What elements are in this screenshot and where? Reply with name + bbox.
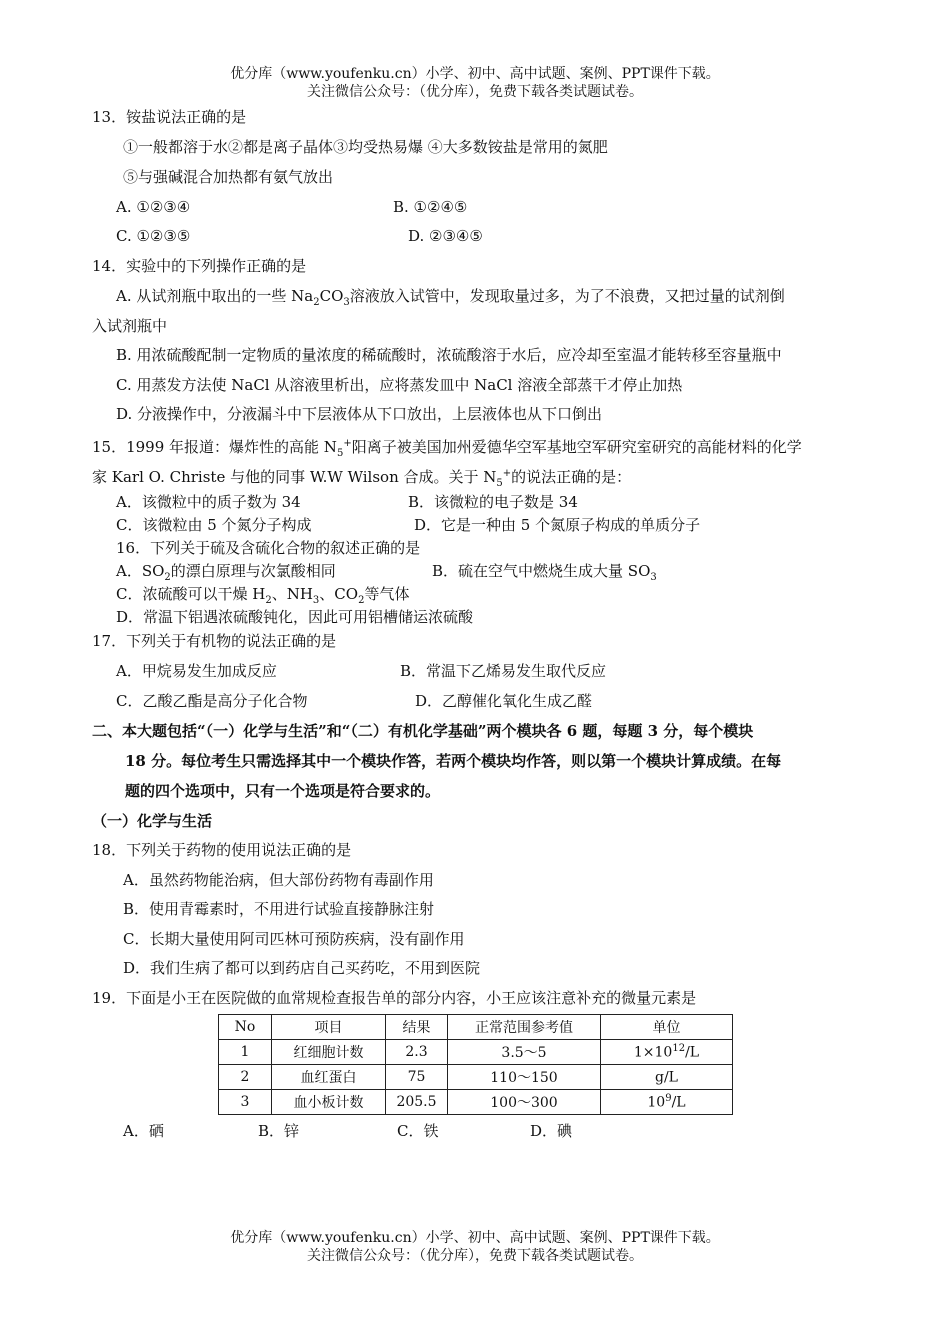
table-cell: 2 [219, 1065, 272, 1090]
table-header: 正常范围参考值 [448, 1015, 601, 1040]
table-row [219, 1065, 733, 1090]
q18-option-c: C．长期大量使用阿司匹林可预防疾病，没有副作用 [123, 930, 465, 948]
q18-option-a: A．虽然药物能治病，但大部份药物有毒副作用 [123, 871, 434, 889]
table-cell: 205.5 [386, 1090, 448, 1115]
table-cell: 2.3 [386, 1040, 448, 1065]
section2-instructions-1: 二、本大题包括“（一）化学与生活”和“（二）有机化学基础”两个模块各 6 题，每题 3 分，每个模块 [92, 722, 754, 740]
q18-option-b: B．使用青霉素时，不用进行试验直接静脉注射 [123, 900, 435, 918]
q16-option-a: A．$SO_2$的漂白原理与次氯酸相同 [116, 562, 336, 583]
q13-option-d: D. ②③④⑤ [408, 227, 483, 245]
q16-option-c: C．浓硫酸可以干燥 $H_2$、$NH_3$、$CO_2$等气体 [116, 585, 410, 606]
section2-module-title: （一）化学与生活 [92, 812, 213, 830]
table-header: No [219, 1015, 272, 1040]
q18-stem: 18．下列关于药物的使用说法正确的是 [92, 841, 352, 859]
q17-option-d: D．乙醇催化氧化生成乙醛 [415, 692, 593, 710]
section2-instructions-3: 题的四个选项中，只有一个选项是符合要求的。 [125, 782, 441, 800]
q15-option-a: A．该微粒中的质子数为 34 [116, 493, 301, 511]
q15-option-d: D．它是一种由 5 个氮原子构成的单质分子 [414, 516, 701, 534]
q14-option-b: B. 用浓硫酸配制一定物质的量浓度的稀硫酸时，浓硫酸溶于水后，应冷却至室温才能转移至容量瓶中 [116, 346, 782, 364]
q13-option-c: C. ①②③⑤ [116, 227, 191, 245]
footer-line-1: 优分库（www.youfenku.cn）小学、初中、高中试题、案例、PPT课件下载。 [230, 1230, 720, 1246]
table-cell: 血小板计数 [272, 1090, 386, 1115]
table-cell: 血红蛋白 [272, 1065, 386, 1090]
q13-option-a: A. ①②③④ [116, 198, 191, 216]
header-line-1: 优分库（www.youfenku.cn）小学、初中、高中试题、案例、PPT课件下载。 [230, 66, 720, 82]
table-header: 结果 [386, 1015, 448, 1040]
section2-instructions-2: 18 分。每位考生只需选择其中一个模块作答，若两个模块均作答，则以第一个模块计算成绩。在每 [125, 752, 782, 770]
q16-stem: 16．下列关于硫及含硫化合物的叙述正确的是 [116, 539, 421, 557]
q19-stem: 19．下面是小王在医院做的血常规检查报告单的部分内容，小王应该注意补充的微量元素是 [92, 989, 697, 1007]
table-cell: 100～300 [448, 1090, 601, 1115]
table-cell: 1 [219, 1040, 272, 1065]
table-cell: 110～150 [448, 1065, 601, 1090]
q13-statement-1: ①一般都溶于水②都是离子晶体③均受热易爆 ④大多数铵盐是常用的氮肥 [123, 138, 608, 156]
table-cell: $10^9/L$ [601, 1090, 733, 1115]
q13-stem: 13．铵盐说法正确的是 [92, 108, 247, 126]
q16-option-b: B．硫在空气中燃烧生成大量 $SO_3$ [432, 562, 657, 583]
table-cell: $1\times 10^{12}/L$ [601, 1040, 733, 1065]
q16-option-d: D．常温下铝遇浓硫酸钝化，因此可用铝槽储运浓硫酸 [116, 608, 474, 626]
header-line-2: 关注微信公众号：（优分库），免费下载各类试题试卷。 [307, 84, 643, 100]
footer-line-2: 关注微信公众号：（优分库），免费下载各类试题试卷。 [307, 1248, 643, 1264]
table-row [219, 1040, 733, 1065]
q14-stem: 14．实验中的下列操作正确的是 [92, 257, 307, 275]
q19-option-b: B．锌 [258, 1122, 300, 1140]
q14-option-a-cont: 入试剂瓶中 [92, 317, 168, 335]
table-cell: 红细胞计数 [272, 1040, 386, 1065]
q15-option-c: C．该微粒由 5 个氮分子构成 [116, 516, 312, 534]
q14-option-d: D. 分液操作中，分液漏斗中下层液体从下口放出，上层液体也从下口倒出 [116, 405, 603, 423]
q15-stem-1: 15．1999 年报道：爆炸性的高能 $N_5^+$阳离子被美国加州爱德华空军基地空军研究室研究的高能材料的化学 [92, 438, 802, 459]
blood-report-table [218, 1014, 733, 1115]
q17-option-b: B．常温下乙烯易发生取代反应 [400, 662, 607, 680]
table-header: 单位 [601, 1015, 733, 1040]
q17-option-c: C．乙酸乙酯是高分子化合物 [116, 692, 308, 710]
table-header: 项目 [272, 1015, 386, 1040]
q17-stem: 17．下列关于有机物的说法正确的是 [92, 632, 337, 650]
q14-option-c: C. 用蒸发方法使 NaCl 从溶液里析出，应将蒸发皿中 NaCl 溶液全部蒸干才停止加热 [116, 376, 683, 394]
table-cell: 3.5～5 [448, 1040, 601, 1065]
table-cell: g/L [601, 1065, 733, 1090]
q19-option-a: A．硒 [123, 1122, 164, 1140]
q13-option-b: B. ①②④⑤ [393, 198, 468, 216]
q19-option-d: D．碘 [530, 1122, 573, 1140]
table-cell: 75 [386, 1065, 448, 1090]
q13-statement-2: ⑤与强碱混合加热都有氨气放出 [123, 168, 334, 186]
q17-option-a: A．甲烷易发生加成反应 [116, 662, 277, 680]
q15-option-b: B．该微粒的电子数是 34 [408, 493, 578, 511]
table-header-row [219, 1015, 733, 1040]
q18-option-d: D．我们生病了都可以到药店自己买药吃，不用到医院 [123, 959, 481, 977]
q19-option-c: C．铁 [397, 1122, 439, 1140]
table-cell: 3 [219, 1090, 272, 1115]
q15-stem-2: 家 Karl O. Christe 与他的同事 W.W Wilson 合成。关于 $N_5^+$的说法正确的是： [92, 468, 632, 489]
table-row [219, 1090, 733, 1115]
q14-option-a: A. 从试剂瓶中取出的一些 $Na_2CO_3$溶液放入试管中，发现取量过多，为了不浪费，又把过量的试剂倒 [116, 287, 785, 308]
